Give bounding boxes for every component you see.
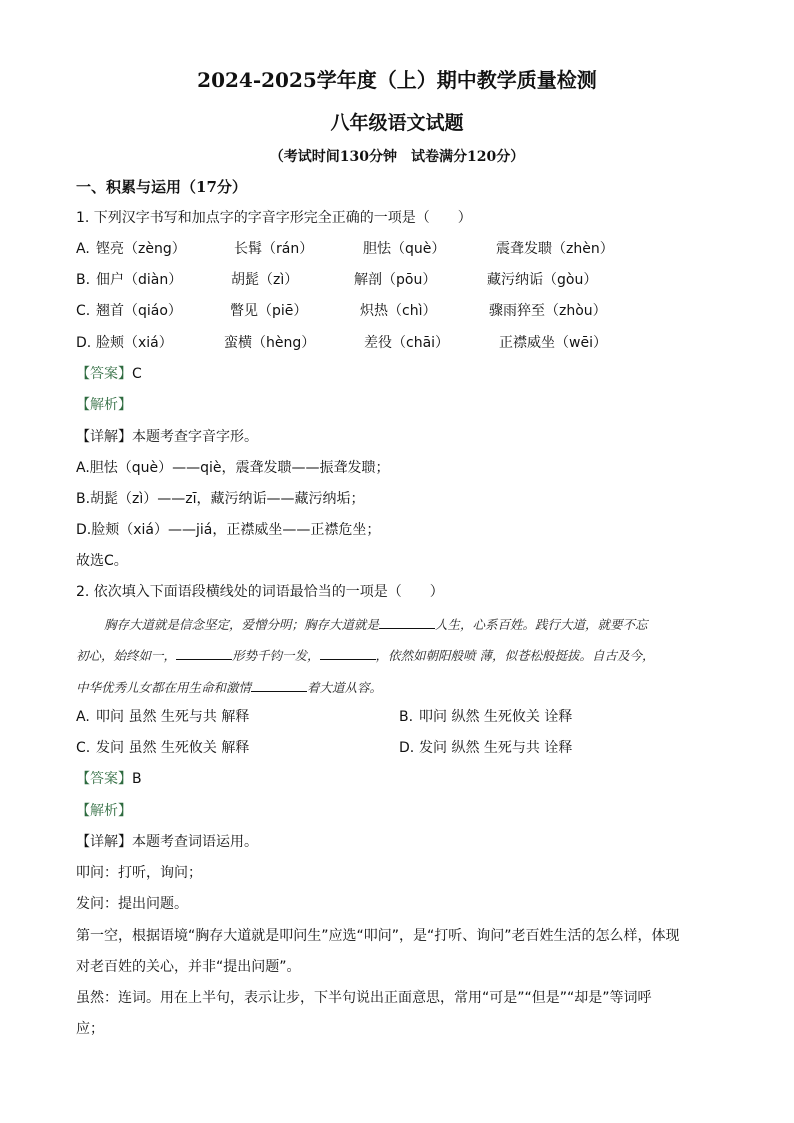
option-item: 正襟威坐（wēi） — [499, 335, 607, 351]
option-item: 瞥见（piē） — [230, 303, 308, 319]
q1-analysis-tag: 【解析】 — [76, 397, 132, 413]
q2-explanation: 对老百姓的关心，并非“提出问题”。 — [76, 959, 301, 975]
option-letter: B. — [76, 272, 91, 288]
option-item: 炽热（chì） — [360, 303, 437, 319]
q1-detail: 【详解】本题考查字音字形。 — [76, 429, 258, 445]
option-item: 差役（chāi） — [364, 335, 450, 351]
q2-stem: 2. 依次填入下面语段横线处的词语最恰当的一项是（ ） — [76, 584, 444, 600]
q1-explanation: B.胡髭（zì）——zī，藏污纳诟——藏污纳垢； — [76, 491, 365, 507]
exam-info: （考试时间130分钟 试卷满分120分） — [269, 149, 525, 165]
q2-explanation: 叩问：打听，询问； — [76, 865, 202, 881]
q1-stem: 1. 下列汉字书写和加点字的字音字形完全正确的一项是（ ） — [76, 210, 472, 226]
option-letter: A. — [76, 709, 90, 725]
option-letter: A. — [76, 241, 90, 257]
option-letter: B. — [399, 709, 414, 725]
option-item: 长髯（rán） — [234, 241, 314, 257]
passage-text: ，依然如朝阳般喷 薄，似苍松般挺拔。自古及今， — [375, 648, 655, 663]
q1-explanation: D.脸颊（xiá）——jiá，正襟威坐——正襟危坐； — [76, 522, 381, 538]
option-item: 佃户（diàn） — [96, 272, 183, 288]
q1-answer — [76, 364, 142, 384]
q2-analysis-tag: 【解析】 — [76, 803, 132, 819]
option-text: 叩问 纵然 生死攸关 诠释 — [419, 709, 573, 725]
option-item: 震聋发聩（zhèn） — [496, 241, 614, 257]
q1-explanation: A.胆怯（què）——qiè，震聋发聩——振聋发聩； — [76, 460, 390, 476]
option-item: 蛮横（hèng） — [224, 335, 316, 351]
answer-value: B — [132, 771, 142, 787]
exam-subtitle: 八年级语文试题 — [330, 112, 464, 134]
option-letter: D. — [76, 335, 92, 351]
fill-blank — [379, 614, 435, 629]
option-text: 叩问 虽然 生死与共 解释 — [96, 709, 250, 725]
option-item: 脸颊（xiá） — [96, 335, 173, 351]
option-item: 胡髭（zì） — [231, 272, 299, 288]
fill-blank — [176, 645, 232, 660]
q1-conclusion: 故选C。 — [76, 553, 128, 569]
answer-tag: 【答案】 — [76, 366, 132, 382]
option-text: 发问 纵然 生死与共 诠释 — [419, 740, 573, 756]
passage-text: 胸存大道就是信念坚定，爱憎分明；胸存大道就是 — [104, 617, 380, 632]
passage-text: 初心，始终如一， — [76, 648, 177, 663]
passage-text: 着大道从容。 — [307, 680, 383, 695]
option-item: 翘首（qiáo） — [96, 303, 182, 319]
option-item: 藏污纳诟（gòu） — [487, 272, 598, 288]
passage-text: 形势千钧一发， — [232, 648, 320, 663]
q2-passage-line — [76, 645, 655, 666]
option-letter: C. — [76, 740, 91, 756]
fill-blank — [320, 645, 376, 660]
option-item: 解剖（pōu） — [354, 272, 437, 288]
option-item: 铿亮（zèng） — [96, 241, 186, 257]
q2-detail: 【详解】本题考查词语运用。 — [76, 834, 258, 850]
answer-tag: 【答案】 — [76, 771, 132, 787]
q2-passage-line — [76, 677, 382, 698]
q2-explanation: 发问：提出问题。 — [76, 896, 188, 912]
option-item: 胆怯（què） — [363, 241, 446, 257]
option-text: 发问 虽然 生死攸关 解释 — [96, 740, 250, 756]
q2-answer — [76, 769, 142, 789]
option-letter: D. — [399, 740, 415, 756]
passage-text: 人生，心系百姓。践行大道，就要不忘 — [435, 617, 648, 632]
answer-value: C — [132, 366, 142, 382]
option-item: 骤雨猝至（zhòu） — [489, 303, 607, 319]
passage-text: 中华优秀儿女都在用生命和激情 — [76, 680, 252, 695]
option-letter: C. — [76, 303, 91, 319]
q2-explanation: 应； — [76, 1021, 104, 1037]
q2-explanation: 虽然：连词。用在上半句，表示让步，下半句说出正面意思，常用“可是”“但是”“却是”等词呼 — [76, 990, 652, 1006]
section-heading: 一、积累与运用（17分） — [76, 178, 247, 196]
fill-blank — [251, 677, 307, 692]
q2-explanation: 第一空，根据语境“胸存大道就是叩问生”应选“叩问”，是“打听、询问”老百姓生活的怎么样，体现 — [76, 928, 680, 944]
q2-passage-line — [104, 614, 648, 635]
exam-title: 2024-2025学年度（上）期中教学质量检测 — [197, 68, 597, 92]
